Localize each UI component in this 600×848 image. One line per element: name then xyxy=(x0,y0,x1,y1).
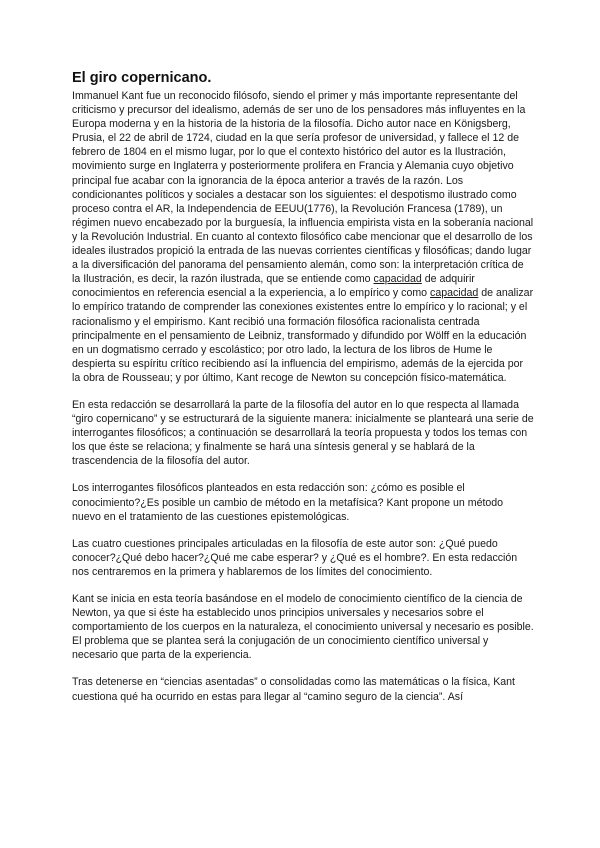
underlined-word: capacidad xyxy=(373,273,422,286)
paragraph-intro xyxy=(72,89,534,385)
paragraph-text: de adquirir conocimientos en referencia esencial a la experiencia, a lo empírico y como xyxy=(72,273,475,300)
paragraph-text: Immanuel Kant fue un reconocido filósofo, siendo el primer y más importante representante del criticismo y precursor del idealismo, además de ser uno de los pensadores más influyentes en la Europa moderna y en la historia de la historia de la filosofía. Dicho autor nace en Königsberg, Prusia, el 22 de abril de 1724, ciudad en la que sería profesor de universidad, y fallece el 12 de febrero de 1804 en el mismo lugar, por lo que el contexto histórico del autor es la Ilustración, movimiento surge en Inglaterra y posteriormente prolifera en Francia y Alemania cuyo objetivo principal fue acabar con la ignorancia de la época anterior a través de la razón. Los condicionantes políticos y sociales a destacar son los siguientes: el despotismo ilustrado como proceso contra el AR, la Independencia de EEUU(1776), la Revolución Francesa (1789), un régimen nuevo encabezado por la burguesía, la influencia empirista vista en la soberanía nacional y la Revolución Industrial. En cuanto al contexto filosófico cabe mencionar que el desarrollo de los ideales ilustrados propició la entrada de las nuevas corrientes científicas y filosóficas; dando lugar a la diversificación del panorama del pensamiento alemán, como son: la interpretación crítica de la Ilustración, es decir, la razón ilustrada, que se entiende como xyxy=(72,90,534,286)
paragraph-sciences: Tras detenerse en “ciencias asentadas” o consolidadas como las matemáticas o la física, Kant cuestiona qué ha ocurrido en estas para llegar al “camino seguro de la ciencia”. Así xyxy=(72,676,516,703)
paragraph-newton: Kant se inicia en esta teoría basándose en el modelo de conocimiento científico de la ciencia de Newton, ya que si éste ha establecido unos principios universales y necesarios sobre el comportamiento de los cuerpos en la naturaleza, el conocimiento universal y necesario es posible. El problema que se plantea será la conjugación de un conocimiento científico universal y necesario que parta de la experiencia. xyxy=(72,593,534,662)
paragraph-structure: En esta redacción se desarrollará la parte de la filosofía del autor en lo que respecta al llamada “giro copernicano” y se estructurará de la siguiente manera: inicialmente se planteará una serie de interrogantes filosóficos; a continuación se desarrollará la teoría propuesta y todos los temas con los que éste se relaciona; y finalmente se hará una síntesis general y se hablará de la trascendencia de la filosofía del autor. xyxy=(72,398,534,468)
paragraph-text: de analizar lo empírico tratando de comprender las conexiones existentes entre lo empírico y lo racional; y el racionalismo y el empirismo. Kant recibió una formación filosófica racionalista centrada principalmente en el pensamiento de Leibniz, transformado y difundido por Wölff en la educación en un dogmatismo cerrado y escolástico; por otro lado, la lectura de los libros de Hume le despierta su espíritu crítico recibiendo así la influencia del empirismo, además de la ejercida por la obra de Rousseau; y por último, Kant recoge de Newton su concepción físico-matemática. xyxy=(72,287,534,384)
underlined-word: capacidad xyxy=(430,287,479,300)
paragraph-questions: Los interrogantes filosóficos planteados en esta redacción son: ¿cómo es posible el conocimiento?¿Es posible un cambio de método en la metafísica? Kant propone un método nuevo en el tratamiento de las cuestiones epistemológicas. xyxy=(72,482,504,523)
paragraph-four-questions: Las cuatro cuestiones principales articuladas en la filosofía de este autor son: ¿Qué puedo conocer?¿Qué debo hacer?¿Qué me cabe esperar? y ¿Qué es el hombre?. En esta redacción nos centraremos en la primera y hablaremos de los límites del conocimiento. xyxy=(72,537,518,578)
document-title: El giro copernicano. xyxy=(72,70,212,86)
